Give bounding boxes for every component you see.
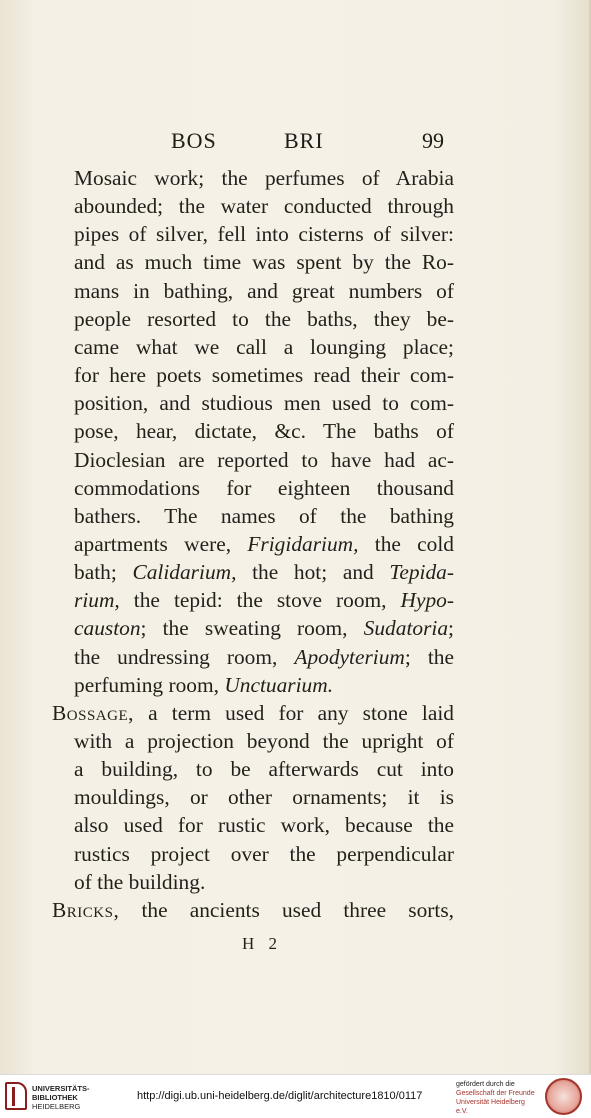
text-run: with a projection beyond the upright of bbox=[74, 729, 454, 753]
text-run: of the building. bbox=[74, 869, 206, 894]
text-run: also used for rustic work, because the bbox=[74, 813, 454, 838]
text-run: position, and studious men used to com- bbox=[74, 391, 454, 416]
text-run: pipes of silver, fell into cisterns of silver: bbox=[74, 222, 454, 247]
text-run: apartments were, bbox=[74, 531, 248, 556]
text-line bbox=[74, 305, 454, 333]
italic-term: Calidarium, bbox=[132, 560, 237, 585]
text-line bbox=[74, 361, 454, 389]
text-line bbox=[74, 755, 454, 783]
text-line bbox=[74, 671, 454, 699]
text-line bbox=[74, 530, 454, 558]
text-run: ; the sweating room, bbox=[140, 616, 364, 641]
text-run: a term used for any stone laid bbox=[133, 700, 454, 725]
funded-by-label: gefördert durch die bbox=[456, 1081, 515, 1088]
running-head-center: BRI bbox=[284, 128, 324, 153]
text-line bbox=[74, 248, 454, 276]
text-run: the hot; and bbox=[236, 560, 390, 585]
permalink-url[interactable]: http://digi.ub.uni-heidelberg.de/diglit/architecture1810/0117 bbox=[137, 1090, 423, 1102]
entry-headword: Bossage, bbox=[52, 700, 134, 725]
text-run: abounded; the water conducted through bbox=[74, 194, 454, 219]
text-run: mouldings, or other ornaments; it is bbox=[74, 785, 454, 810]
society-name-line2: Universität Heidelberg e.V. bbox=[456, 1099, 525, 1115]
text-line bbox=[52, 699, 454, 727]
text-run: ; the bbox=[404, 644, 454, 669]
text-line bbox=[74, 333, 454, 361]
text-line bbox=[74, 783, 454, 811]
text-line bbox=[74, 389, 454, 417]
text-line bbox=[74, 558, 454, 586]
society-name-line1: Gesellschaft der Freunde bbox=[456, 1090, 535, 1097]
text-line bbox=[74, 446, 454, 474]
italic-term: Unctuarium. bbox=[224, 672, 334, 697]
text-line bbox=[74, 727, 454, 755]
text-line bbox=[74, 868, 454, 896]
text-line bbox=[74, 164, 454, 192]
text-run: Dioclesian are reported to have had ac- bbox=[74, 447, 454, 472]
text-run: pose, hear, dictate, &c. The baths of bbox=[74, 419, 454, 444]
text-run: rustics project over the perpendicular bbox=[74, 841, 454, 866]
italic-term: Tepida- bbox=[389, 560, 454, 585]
text-line bbox=[74, 840, 454, 868]
text-run: perfuming room, bbox=[74, 672, 225, 697]
text-line bbox=[74, 220, 454, 248]
running-head-left: BOS bbox=[171, 128, 217, 153]
text-run: for here poets sometimes read their com- bbox=[74, 363, 454, 388]
entry-headword: Bricks, bbox=[52, 897, 120, 922]
library-name[interactable] bbox=[32, 1084, 92, 1111]
text-run: came what we call a lounging place; bbox=[74, 334, 454, 359]
society-seal-icon[interactable] bbox=[545, 1078, 582, 1115]
text-run: mans in bathing, and great numbers of bbox=[74, 278, 454, 303]
italic-term: Frigidarium, bbox=[247, 531, 359, 556]
text-run: Mosaic work; the perfumes of Arabia bbox=[74, 166, 454, 190]
italic-term: rium, bbox=[74, 588, 120, 613]
text-run: the cold bbox=[358, 531, 455, 556]
italic-term: Apodyterium bbox=[294, 644, 405, 669]
text-line bbox=[74, 811, 454, 839]
text-run: bath; bbox=[74, 560, 133, 585]
text-line bbox=[74, 192, 454, 220]
text-line bbox=[74, 614, 454, 642]
text-run: the ancients used three sorts, bbox=[119, 897, 454, 922]
text-line bbox=[74, 417, 454, 445]
text-line bbox=[74, 502, 454, 530]
text-run: the undressing room, bbox=[74, 644, 295, 669]
text-line bbox=[74, 474, 454, 502]
text-run: ; bbox=[448, 616, 454, 641]
running-head bbox=[0, 128, 591, 158]
text-line bbox=[74, 277, 454, 305]
viewer-footer bbox=[0, 1074, 591, 1118]
text-run: commodations for eighteen thousand bbox=[74, 475, 454, 500]
text-run: a building, to be afterwards cut into bbox=[74, 757, 454, 782]
italic-term: Sudatoria bbox=[363, 616, 449, 641]
page-number: 99 bbox=[422, 128, 444, 153]
text-line bbox=[74, 586, 454, 614]
text-run: people resorted to the baths, they be- bbox=[74, 306, 454, 331]
library-name-line2: BIBLIOTHEK bbox=[32, 1093, 78, 1102]
italic-term: Hypo- bbox=[400, 588, 454, 613]
text-run: the tepid: the stove room, bbox=[119, 588, 401, 613]
signature-mark: H 2 bbox=[242, 934, 283, 953]
library-name-line3: HEIDELBERG bbox=[32, 1102, 81, 1111]
italic-term: causton bbox=[74, 616, 141, 641]
text-run: and as much time was spent by the Ro- bbox=[74, 250, 454, 275]
text-line bbox=[52, 896, 454, 924]
funding-credit[interactable] bbox=[456, 1080, 536, 1116]
library-name-line1: UNIVERSITÄTS- bbox=[32, 1084, 90, 1093]
text-run: bathers. The names of the bathing bbox=[74, 503, 454, 528]
ub-heidelberg-logo-icon[interactable] bbox=[5, 1082, 27, 1110]
text-line bbox=[74, 643, 454, 671]
